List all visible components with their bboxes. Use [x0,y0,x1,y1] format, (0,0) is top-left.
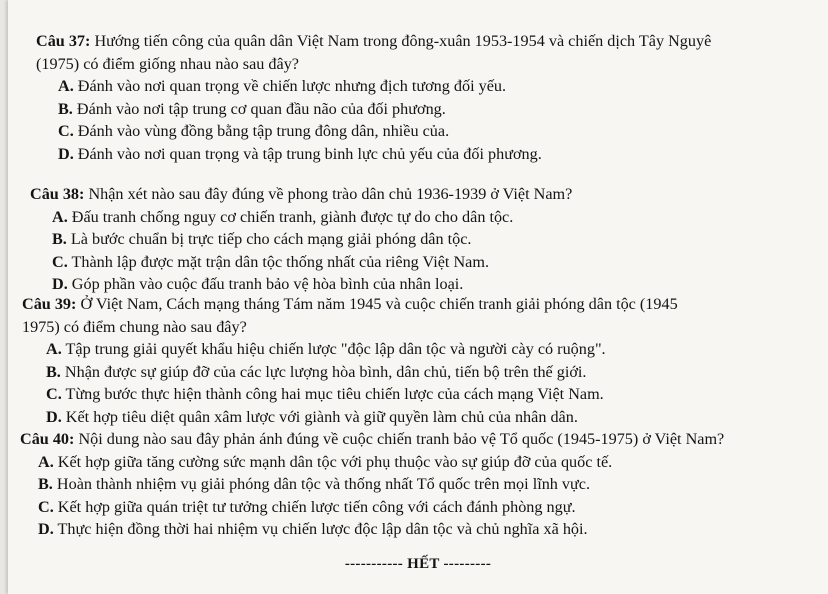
exam-page [8,0,828,594]
question-37-stem-text: Hướng tiến công của quân dân Việt Nam trong đông-xuân 1953-1954 và chiến dịch Tây Nguyê [94,32,712,50]
question-39-number: Câu 39: [22,295,77,313]
option-letter: D. [38,520,54,538]
question-40-stem-text: Nội dung nào sau đây phản ánh đúng về cuộc chiến tranh bảo vệ Tổ quốc (1945-1975) ở Việt Nam? [78,430,725,448]
question-38-stem-line1 [8,183,828,206]
question-39 [8,293,828,428]
option-letter: A. [58,77,74,95]
question-37-option-d [8,143,828,166]
question-40-option-c [8,496,828,519]
end-marker-dashes-right: --------- [443,556,492,572]
option-text: Từng bước thực hiện thành công hai mục tiêu chiến lược của cách mạng Việt Nam. [65,385,604,403]
end-marker-dashes-left: ----------- [344,556,404,572]
option-letter: D. [58,144,74,163]
option-letter: C. [52,252,68,271]
question-37-option-b [8,98,828,121]
question-39-option-b [8,361,828,384]
option-text: Đánh vào vùng đồng bằng tập trung đông dân, nhiều của. [77,122,450,140]
end-marker-text: HẾT [407,556,440,572]
question-39-stem-text: Ở Việt Nam, Cách mạng tháng Tám năm 1945 và cuộc chiến tranh giải phóng dân tộc (1945 [80,295,678,313]
option-text: Kết hợp giữa tăng cường sức mạnh dân tộc với phụ thuộc vào sự giúp đỡ của quốc tế. [57,452,613,471]
question-39-stem-line1 [8,293,828,316]
question-39-stem-line2: 1975) có điểm chung nào sau đây? [22,317,247,336]
option-text: Là bước chuẩn bị trực tiếp cho cách mạng giải phóng dân tộc. [70,230,472,248]
question-38-option-b [8,228,828,251]
option-letter: A. [46,340,62,358]
option-letter: B. [46,362,61,381]
question-37-stem-line1 [8,30,828,53]
option-text: Thành lập được mặt trận dân tộc thống nhất của riêng Việt Nam. [71,252,489,271]
question-39-option-c [8,383,828,406]
question-37-option-c [8,120,828,143]
option-text: Đánh vào nơi tập trung cơ quan đầu não của đối phương. [76,99,446,118]
option-letter: C. [38,497,54,516]
question-37-option-a [8,75,828,98]
option-letter: B. [38,475,53,493]
question-38-option-a [8,206,828,229]
question-40-option-b [8,473,828,496]
option-text: Thực hiện đồng thời hai nhiệm vụ chiến lược độc lập dân tộc và chủ nghĩa xã hội. [57,520,588,538]
question-38 [8,183,828,296]
option-letter: D. [52,275,68,293]
option-text: Kết hợp tiêu diệt quân xâm lược với giành và giữ quyền làm chủ của nhân dân. [65,407,578,426]
question-40-option-a [8,451,828,474]
option-text: Nhận được sự giúp đỡ của các lực lượng hòa bình, dân chủ, tiến bộ trên thế giới. [64,362,587,381]
question-38-option-c [8,251,828,274]
option-text: Tập trung giải quyết khẩu hiệu chiến lược "độc lập dân tộc và người cày có ruộng". [65,340,606,358]
question-37 [8,30,828,165]
question-37-number: Câu 37: [36,32,91,50]
option-text: Góp phần vào cuộc đấu tranh bảo vệ hòa bình của nhân loại. [71,275,464,293]
option-text: Đấu tranh chống nguy cơ chiến tranh, giành được tự do cho dân tộc. [71,207,514,226]
option-letter: A. [38,452,54,471]
question-40-number: Câu 40: [20,430,75,448]
question-40 [8,428,828,541]
end-marker [8,556,828,573]
question-40-stem-line1 [8,428,828,451]
option-text: Hoàn thành nhiệm vụ giải phóng dân tộc và thống nhất Tổ quốc trên mọi lĩnh vực. [56,475,591,493]
option-letter: B. [52,230,67,248]
question-40-option-d [8,518,828,541]
question-37-stem-line2: (1975) có điểm giống nhau nào sau đây? [36,54,299,73]
option-letter: A. [52,207,68,226]
question-39-option-a [8,338,828,361]
option-text: Đánh vào nơi quan trọng và tập trung binh lực chủ yếu của đối phương. [77,144,542,163]
question-39-option-d [8,406,828,429]
option-letter: C. [46,385,62,403]
option-letter: C. [58,122,74,140]
option-letter: D. [46,407,62,426]
option-letter: B. [58,99,73,118]
question-38-stem-text: Nhận xét nào sau đây đúng về phong trào dân chủ 1936-1939 ở Việt Nam? [88,185,573,203]
option-text: Kết hợp giữa quán triệt tư tưởng chiến lược tiến công với cách đánh phòng ngự. [57,497,576,516]
option-text: Đánh vào nơi quan trọng về chiến lược nhưng địch tương đối yếu. [77,77,507,95]
question-38-number: Câu 38: [30,185,85,203]
